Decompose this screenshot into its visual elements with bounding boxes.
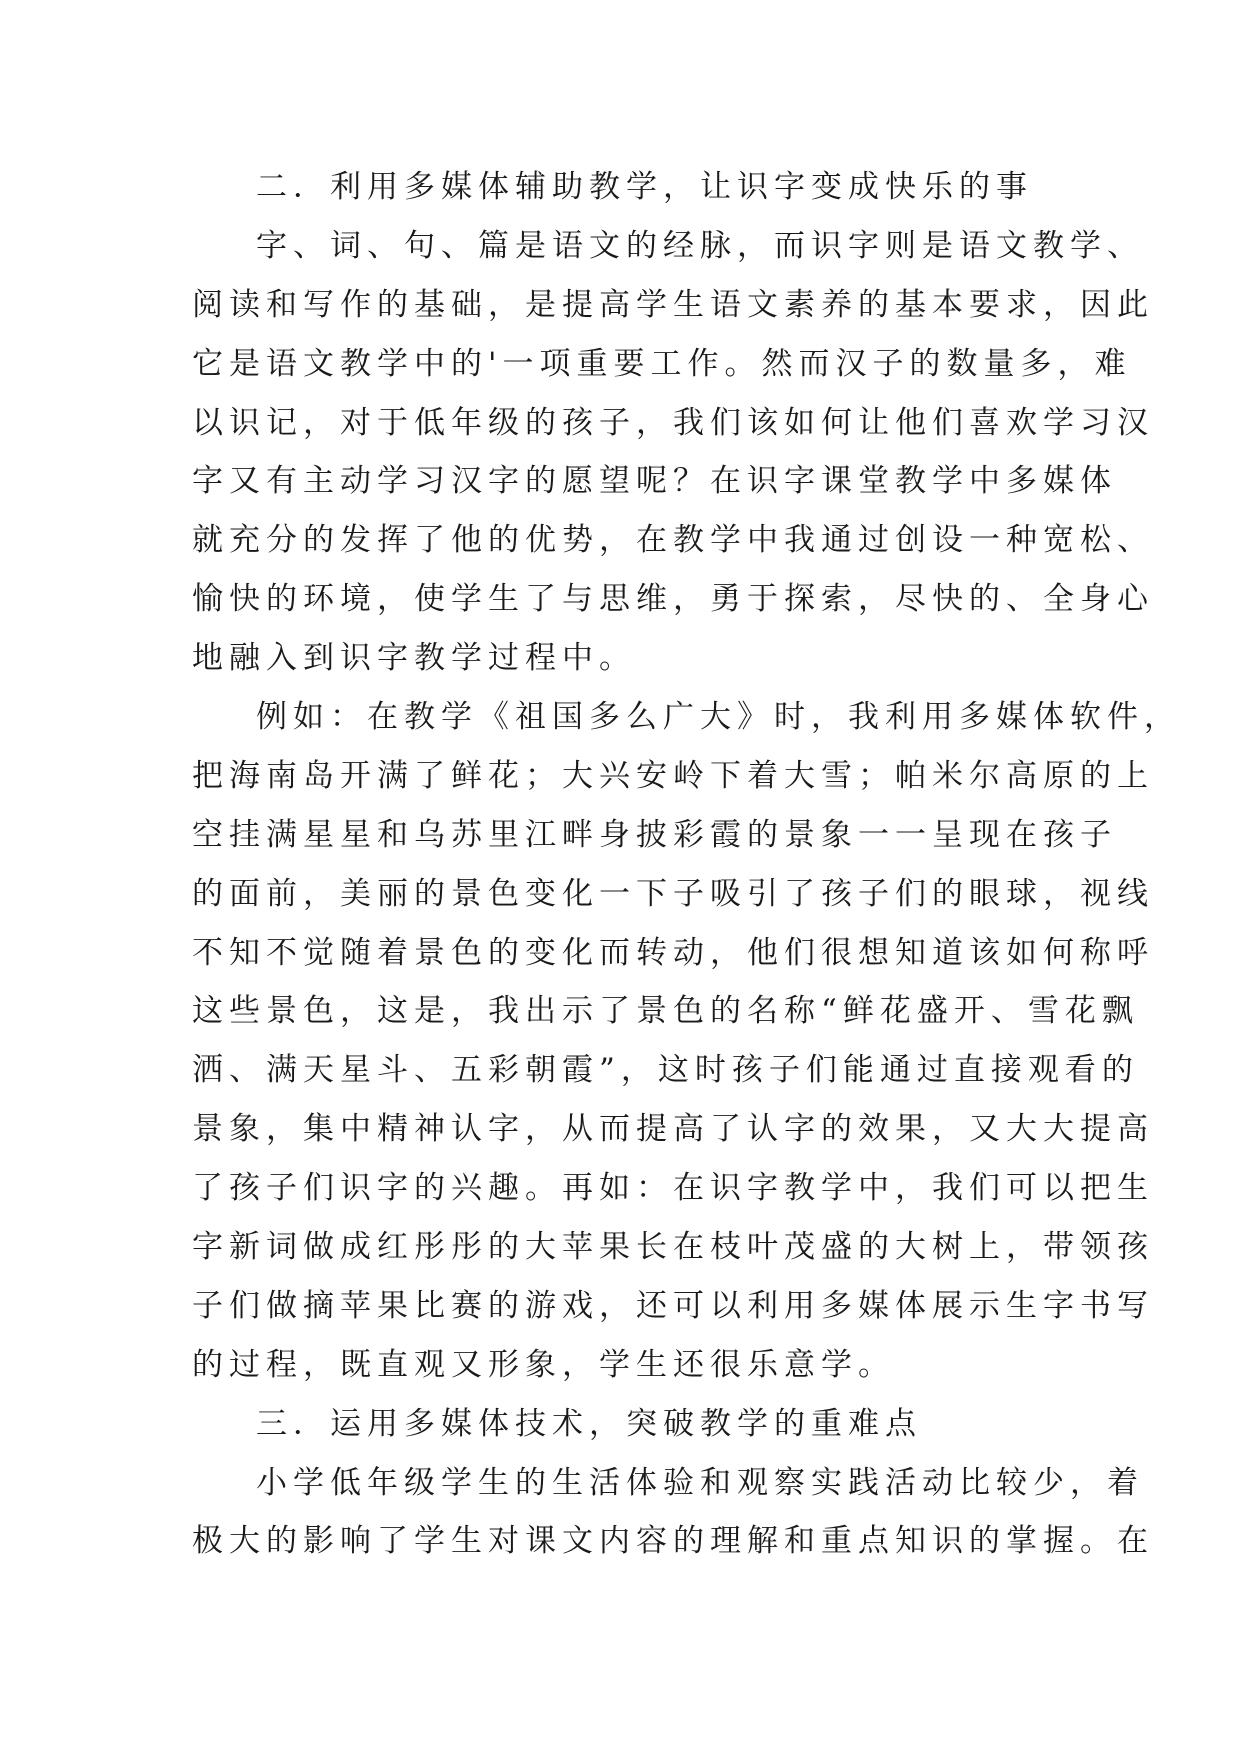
- text-line: 子们做摘苹果比赛的游戏，还可以利用多媒体展示生字书写: [192, 1287, 1154, 1324]
- text-line: 字又有主动学习汉字的愿望呢？在识字课堂教学中多媒体: [192, 463, 1117, 500]
- text-line: 例如：在教学《祖国多么广大》时，我利用多媒体软件，: [256, 699, 1181, 736]
- text-line: 不知不觉随着景色的变化而转动，他们很想知道该如何称呼: [192, 934, 1154, 971]
- text-line: 小学低年级学生的生活体验和观察实践活动比较少，着: [256, 1464, 1144, 1501]
- text-line: 字、词、句、篇是语文的经脉，而识字则是语文教学、: [256, 227, 1144, 264]
- text-line: 这些景色，这是，我出示了景色的名称“鲜花盛开、雪花飘: [192, 993, 1139, 1030]
- text-line: 字新词做成红彤彤的大苹果长在枝叶茂盛的大树上，带领孩: [192, 1229, 1154, 1266]
- text-line: 空挂满星星和乌苏里江畔身披彩霞的景象一一呈现在孩子: [192, 816, 1117, 853]
- text-line: 二．利用多媒体辅助教学，让识字变成快乐的事: [256, 169, 1033, 205]
- text-line: 三．运用多媒体技术，突破教学的重难点: [256, 1405, 922, 1442]
- body-text: [192, 158, 1181, 1571]
- text-line: 把海南岛开满了鲜花；大兴安岭下着大雪；帕米尔高原的上: [192, 757, 1154, 794]
- text-line: 了孩子们识字的兴趣。再如：在识字教学中，我们可以把生: [192, 1170, 1154, 1207]
- text-line: 地融入到识字教学过程中。: [192, 640, 636, 677]
- text-line: 景象，集中精神认字，从而提高了认字的效果，又大大提高: [192, 1111, 1154, 1148]
- text-line: 的过程，既直观又形象，学生还很乐意学。: [192, 1346, 895, 1383]
- text-line: 它是语文教学中的'一项重要工作。然而汉子的数量多，难: [192, 345, 1132, 382]
- text-line: 的面前，美丽的景色变化一下子吸引了孩子们的眼球，视线: [192, 875, 1154, 912]
- text-line: 极大的影响了学生对课文内容的理解和重点知识的掌握。在: [192, 1523, 1154, 1560]
- text-line: 愉快的环境，使学生了与思维，勇于探索，尽快的、全身心: [192, 581, 1154, 618]
- text-line: 阅读和写作的基础，是提高学生语文素养的基本要求，因此: [192, 286, 1154, 323]
- text-line: 就充分的发挥了他的优势，在教学中我通过创设一种宽松、: [192, 522, 1154, 559]
- text-line: 以识记，对于低年级的孩子，我们该如何让他们喜欢学习汉: [192, 404, 1154, 441]
- text-line: 洒、满天星斗、五彩朝霞”，这时孩子们能通过直接观看的: [192, 1052, 1139, 1089]
